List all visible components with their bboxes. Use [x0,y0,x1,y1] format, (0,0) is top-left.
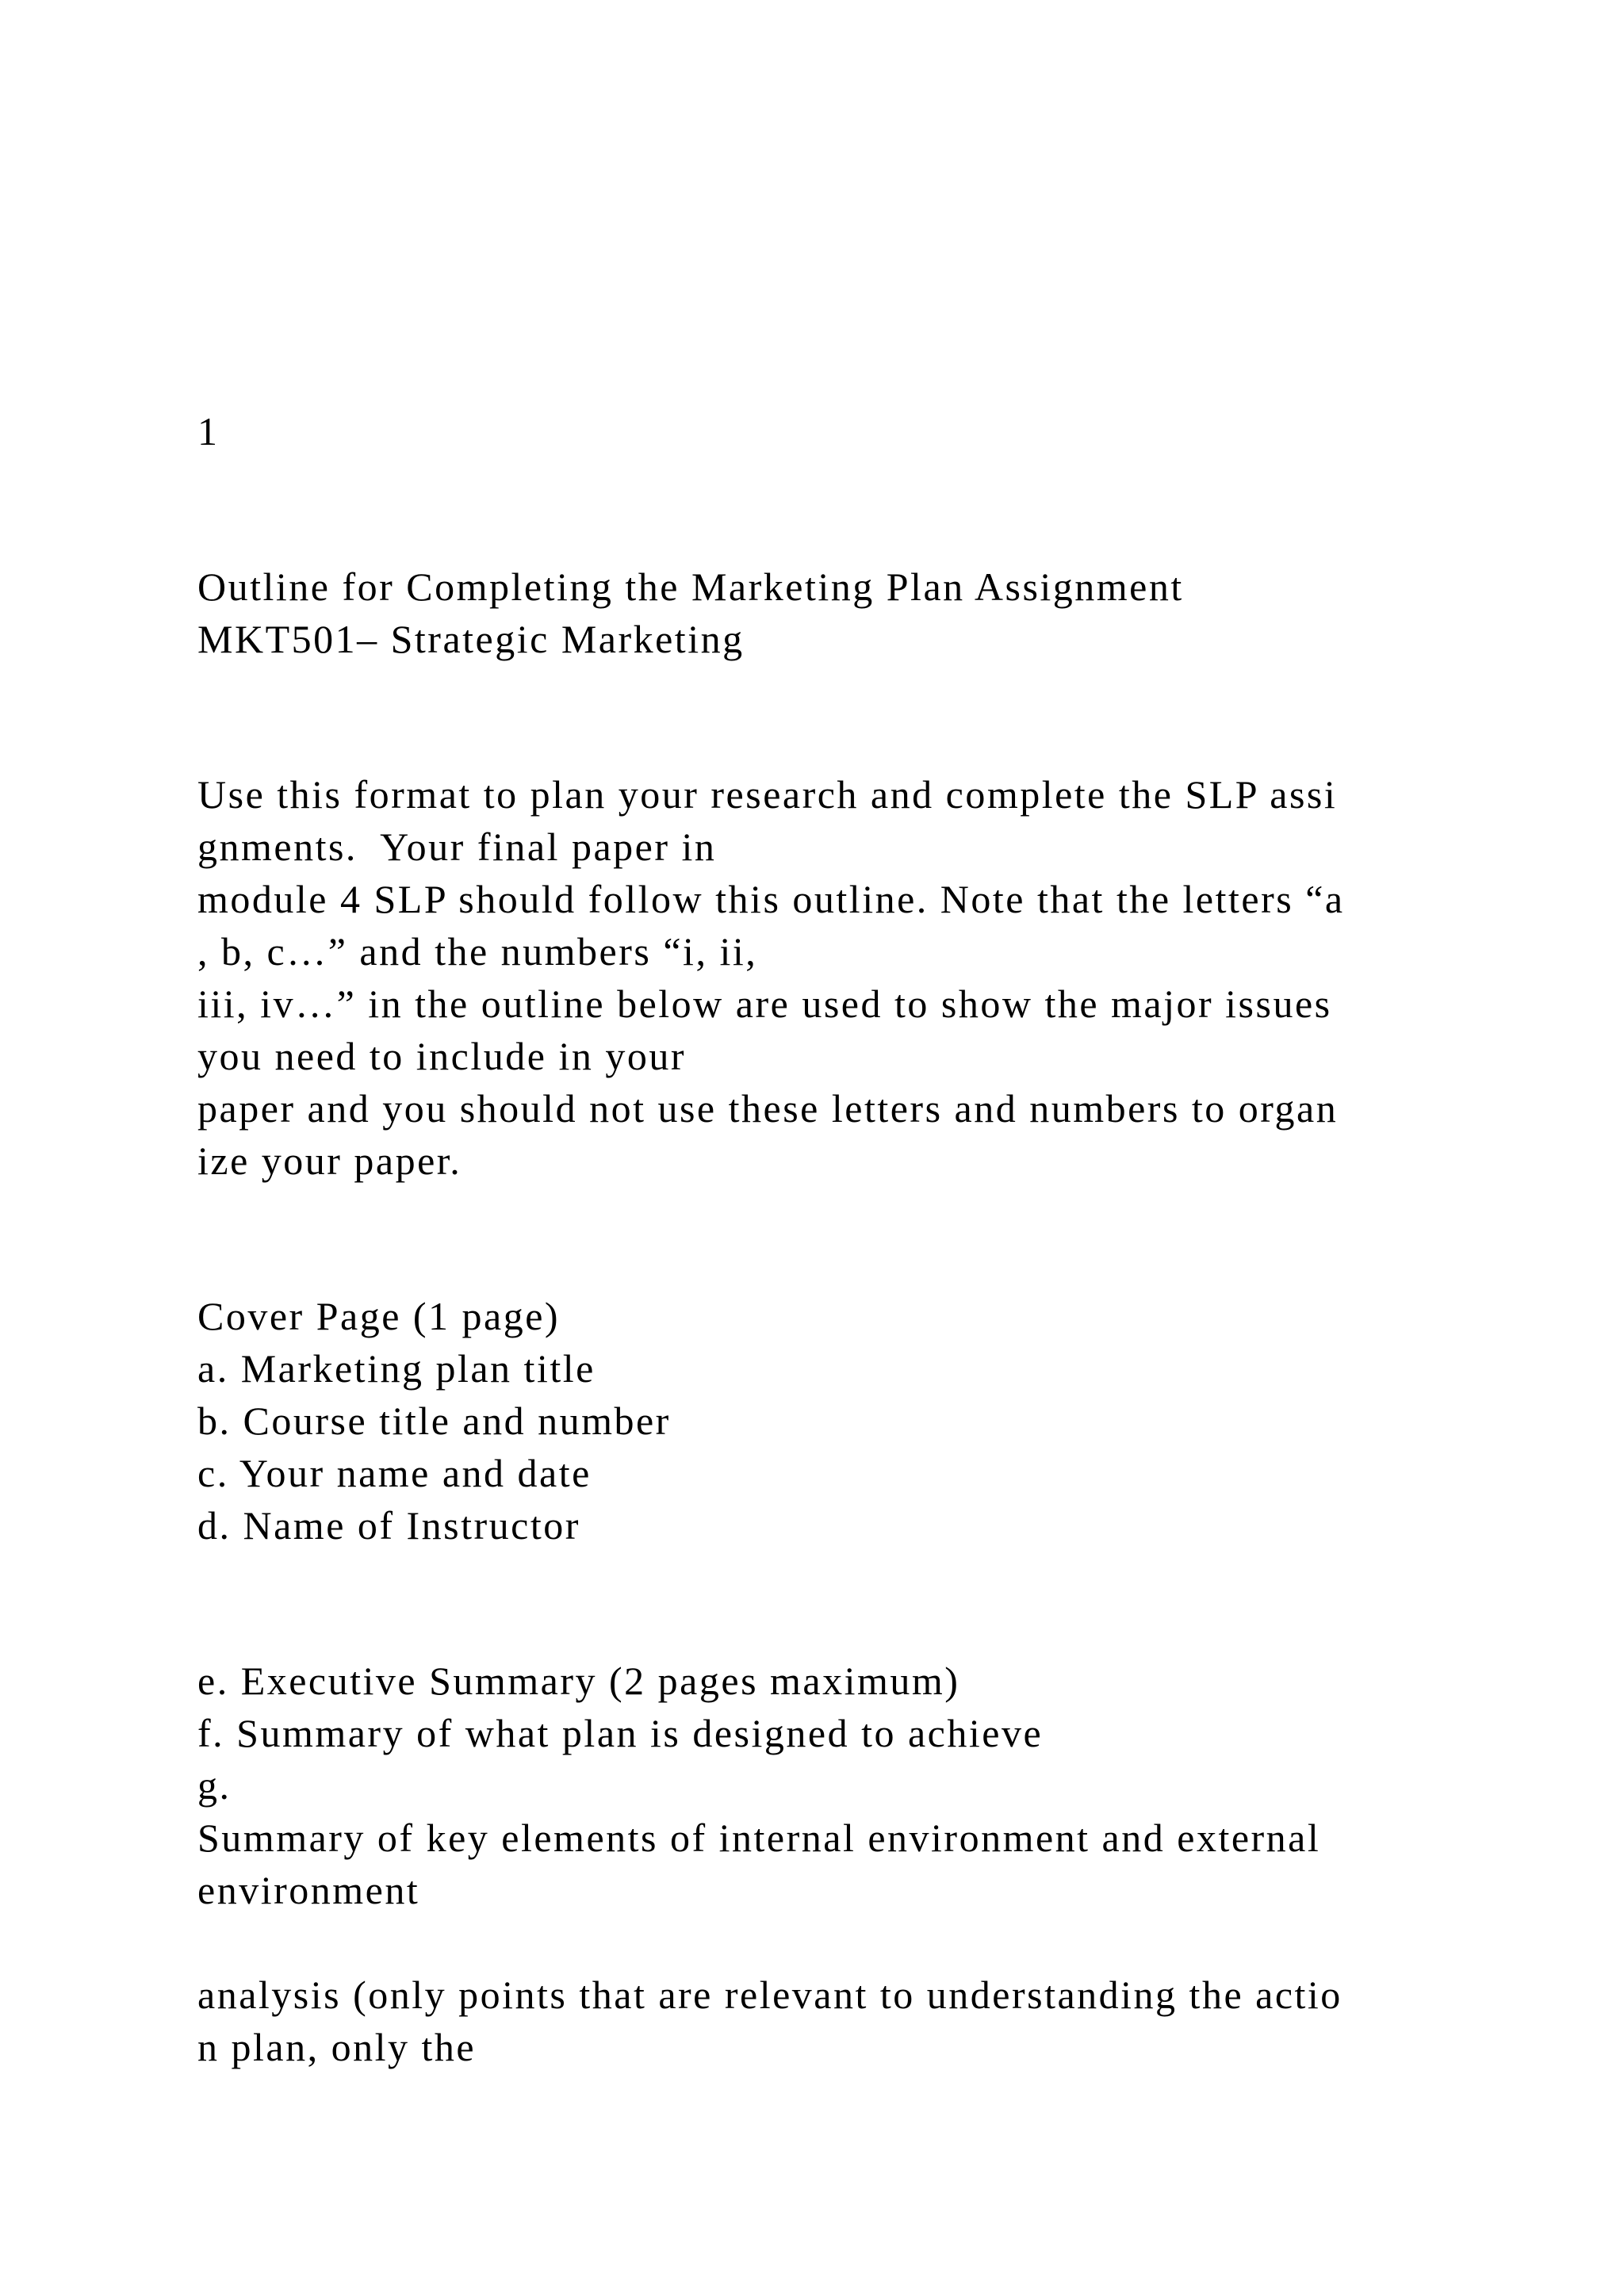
outline-item: f. Summary of what plan is designed to achieve [197,1711,1044,1755]
outline-item: d. Name of Instructor [197,1503,580,1548]
course-subtitle: MKT501– Strategic Marketing [197,617,745,661]
outline-item: e. Executive Summary (2 pages maximum) [197,1659,960,1703]
intro-line: you need to include in your [197,1034,686,1078]
intro-line: module 4 SLP should follow this outline. Note that the letters “a [197,877,1345,921]
intro-line: ize your paper. [197,1138,462,1183]
intro-line: iii, iv…” in the outline below are used to show the major issues [197,982,1332,1026]
analysis-line: n plan, only the [197,2025,477,2069]
outline-item: environment [197,1868,420,1912]
outline-item: a. Marketing plan title [197,1346,596,1391]
outline-item: g. [197,1763,232,1808]
analysis-line: analysis (only points that are relevant to understanding the actio [197,1973,1342,2017]
intro-line: gnments. Your final paper in [197,825,717,869]
intro-line: , b, c…” and the numbers “i, ii, [197,929,758,974]
outline-item: c. Your name and date [197,1451,592,1495]
intro-line: paper and you should not use these letters and numbers to organ [197,1086,1339,1131]
intro-line: Use this format to plan your research and complete the SLP assi [197,772,1338,817]
outline-item: b. Course title and number [197,1399,671,1443]
page-number: 1 [197,409,220,453]
outline-item: Summary of key elements of internal environment and external [197,1816,1321,1860]
cover-page-heading: Cover Page (1 page) [197,1294,561,1338]
document-title: Outline for Completing the Marketing Plan Assignment [197,564,1184,609]
